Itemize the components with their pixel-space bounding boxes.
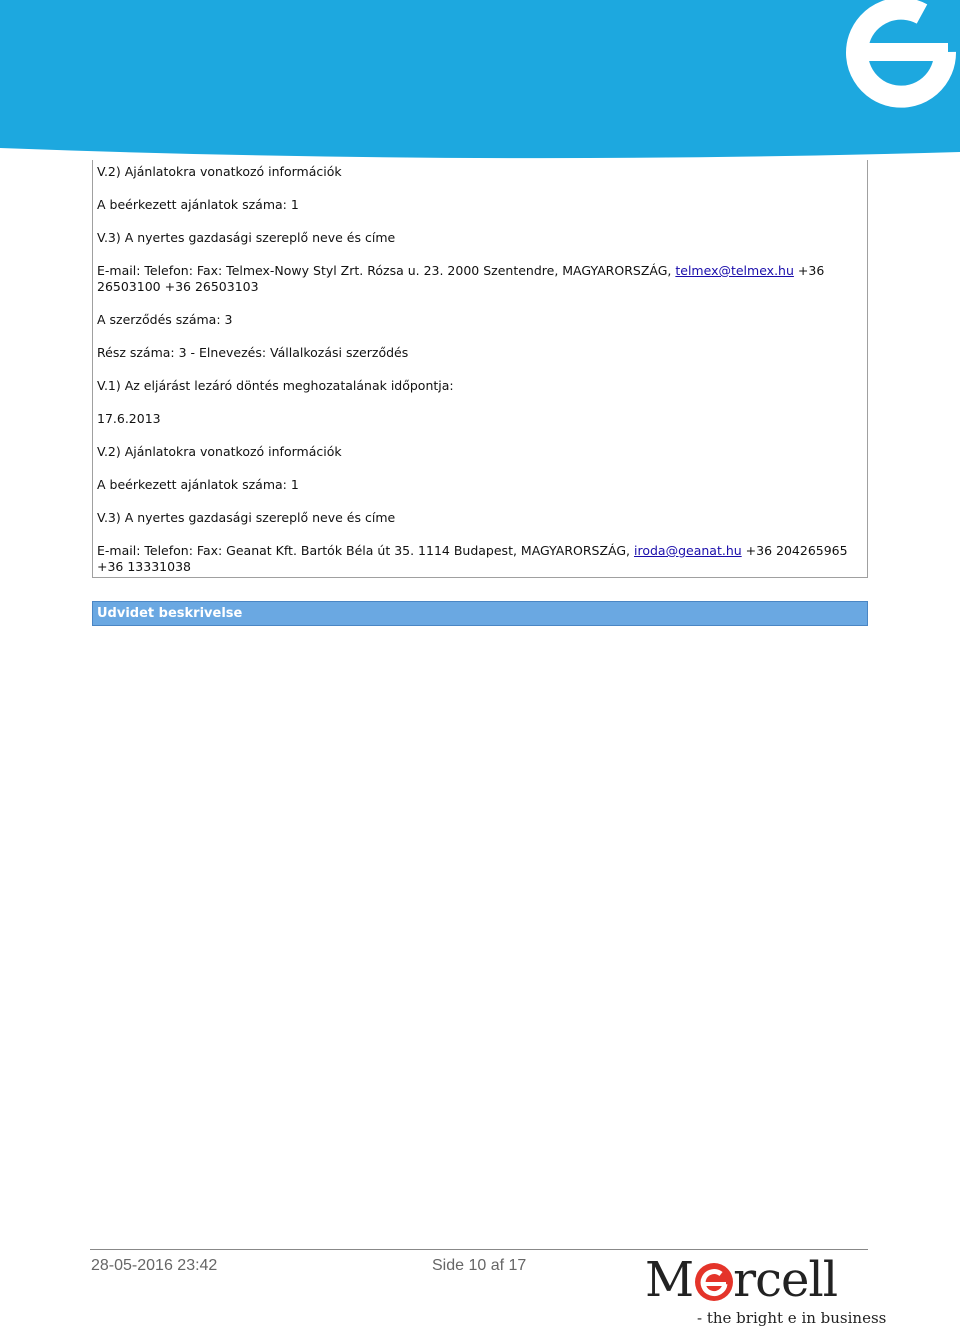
block1-v2-heading: V.2) Ajánlatokra vonatkozó információk [97, 164, 342, 179]
footer-page-number: Side 10 af 17 [432, 1257, 527, 1274]
block1-offers-count: A beérkezett ajánlatok száma: 1 [97, 197, 299, 212]
logo-word-start: M [645, 1252, 694, 1308]
section-header-bar [92, 601, 868, 626]
block1-contact-text: E-mail: Telefon: Fax: Telmex-Nowy Styl Zrt. Rózsa u. 23. 2000 Szentendre, MAGYARORSZÁG, [97, 263, 672, 278]
block1-v3-heading: V.3) A nyertes gazdasági szereplő neve és címe [97, 230, 396, 245]
header-wave-shape [0, 0, 960, 158]
block2-v2-heading: V.2) Ajánlatokra vonatkozó információk [97, 444, 342, 459]
block1-email-link[interactable]: telmex@telmex.hu [675, 263, 794, 278]
block2-phone-fax: +36 204265965 +36 13331038 [97, 543, 848, 574]
block1-phone-fax: +36 26503100 +36 26503103 [97, 263, 825, 294]
logo-wordmark [645, 1254, 837, 1306]
block2-contact [97, 543, 857, 575]
award-info-box [92, 160, 868, 578]
logo-e-icon [694, 1262, 734, 1302]
block2-v3-heading: V.3) A nyertes gazdasági szereplő neve és címe [97, 510, 396, 525]
decision-date: 17.6.2013 [97, 411, 161, 426]
block2-offers-count: A beérkezett ajánlatok száma: 1 [97, 477, 299, 492]
footer-divider [90, 1249, 868, 1250]
v1-heading: V.1) Az eljárást lezáró döntés meghozatalának időpontja: [97, 378, 454, 393]
block1-contact [97, 263, 857, 295]
marcell-logo [645, 1252, 887, 1329]
header-banner [0, 0, 960, 165]
contract-number: A szerződés száma: 3 [97, 312, 233, 327]
logo-word-end: rcell [733, 1252, 838, 1308]
logo-tagline: - the bright e in business [697, 1309, 887, 1327]
section-title: Udvidet beskrivelse [97, 606, 243, 621]
part-number: Rész száma: 3 - Elnevezés: Vállalkozási szerződés [97, 345, 409, 360]
block2-email-link[interactable]: iroda@geanat.hu [634, 543, 742, 558]
block2-contact-text: E-mail: Telefon: Fax: Geanat Kft. Bartók Béla út 35. 1114 Budapest, MAGYARORSZÁG, [97, 543, 631, 558]
footer-date: 28-05-2016 23:42 [91, 1257, 218, 1274]
